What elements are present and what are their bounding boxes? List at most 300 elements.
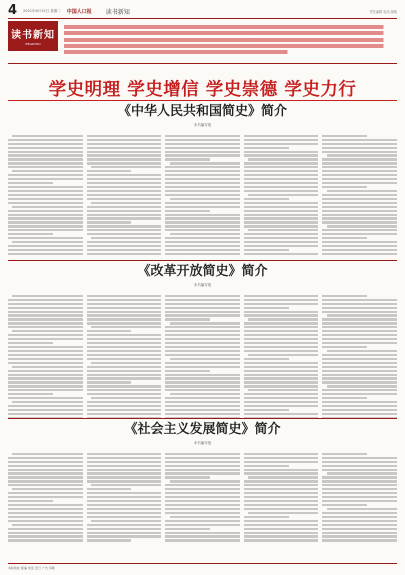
text-line xyxy=(165,210,210,212)
text-line xyxy=(322,170,397,172)
text-line xyxy=(322,512,397,514)
text-line xyxy=(8,178,83,180)
text-line xyxy=(87,299,162,301)
text-line xyxy=(322,338,397,340)
text-line xyxy=(165,508,240,510)
logo-title: 读书新知 xyxy=(11,30,55,41)
text-line xyxy=(87,532,162,534)
text-line xyxy=(244,225,319,227)
text-line xyxy=(322,322,397,324)
text-line xyxy=(322,221,397,223)
article-body xyxy=(8,133,397,257)
text-line xyxy=(8,484,83,486)
text-line xyxy=(322,206,397,208)
text-line xyxy=(87,465,162,467)
text-line xyxy=(87,253,162,255)
text-line xyxy=(244,500,319,502)
text-line xyxy=(87,350,162,352)
text-line xyxy=(8,253,83,255)
text-line xyxy=(322,520,397,522)
text-line xyxy=(8,535,83,537)
text-line xyxy=(322,162,397,164)
text-line xyxy=(8,139,83,141)
text-column xyxy=(244,451,319,543)
text-line xyxy=(244,186,319,188)
text-line xyxy=(244,330,319,332)
text-line xyxy=(244,307,289,309)
text-line xyxy=(8,342,53,344)
text-line xyxy=(8,385,83,387)
text-line xyxy=(248,194,318,196)
text-line xyxy=(248,158,318,160)
text-line xyxy=(91,202,161,204)
text-line xyxy=(327,350,397,352)
text-line xyxy=(8,496,83,498)
text-line xyxy=(87,182,162,184)
text-line xyxy=(8,166,83,168)
text-line xyxy=(87,453,162,455)
text-line xyxy=(87,295,162,297)
text-line xyxy=(165,469,240,471)
text-line xyxy=(8,374,83,376)
text-line xyxy=(165,202,240,204)
text-line xyxy=(87,178,162,180)
text-line xyxy=(244,237,319,239)
text-line xyxy=(8,520,83,522)
text-line xyxy=(87,139,162,141)
text-line xyxy=(12,524,82,526)
article-byline: 本书编写组 xyxy=(193,283,212,287)
text-line xyxy=(87,221,132,223)
text-line xyxy=(165,405,240,407)
text-line xyxy=(8,318,83,320)
text-line xyxy=(87,381,132,383)
text-line xyxy=(170,393,240,395)
text-line xyxy=(165,385,240,387)
text-line xyxy=(322,253,397,255)
text-line xyxy=(322,532,397,534)
text-line xyxy=(8,174,83,176)
text-line xyxy=(8,389,83,391)
text-line xyxy=(322,174,397,176)
text-column xyxy=(322,293,397,421)
text-line xyxy=(170,358,240,360)
text-line xyxy=(165,334,240,336)
section-header xyxy=(8,21,397,73)
text-line xyxy=(244,221,319,223)
text-line xyxy=(8,307,83,309)
text-line xyxy=(322,393,397,395)
text-line xyxy=(8,413,83,415)
text-line xyxy=(8,532,83,534)
text-line xyxy=(165,143,240,145)
text-line xyxy=(165,311,240,313)
page-number: 4 xyxy=(8,3,18,18)
text-line xyxy=(322,233,397,235)
text-line xyxy=(322,461,397,463)
text-line xyxy=(165,241,240,243)
text-line xyxy=(8,377,83,379)
text-line xyxy=(87,480,162,482)
text-line xyxy=(165,346,240,348)
text-line xyxy=(87,413,162,415)
text-line xyxy=(8,500,53,502)
text-line xyxy=(8,221,83,223)
text-line xyxy=(165,338,240,340)
text-line xyxy=(322,245,397,247)
text-line xyxy=(87,389,162,391)
text-line xyxy=(322,516,397,518)
text-line xyxy=(322,358,397,360)
text-line xyxy=(165,206,240,208)
text-line xyxy=(327,190,397,192)
text-line xyxy=(165,135,240,137)
text-line xyxy=(165,488,240,490)
text-line xyxy=(165,147,240,149)
text-column xyxy=(87,133,162,257)
text-line xyxy=(244,190,319,192)
text-line xyxy=(165,314,240,316)
text-line xyxy=(87,516,162,518)
text-line xyxy=(87,508,162,510)
text-line xyxy=(244,461,319,463)
text-line xyxy=(322,504,367,506)
text-line xyxy=(8,326,83,328)
text-line xyxy=(8,397,83,399)
text-line xyxy=(244,385,319,387)
text-line xyxy=(87,241,162,243)
text-line xyxy=(244,214,319,216)
text-line xyxy=(87,488,132,490)
text-line xyxy=(165,249,240,251)
header-rule xyxy=(8,63,397,64)
text-line xyxy=(8,492,83,494)
text-line xyxy=(165,389,240,391)
editor-notice xyxy=(64,23,397,59)
text-line xyxy=(322,217,397,219)
text-line xyxy=(165,476,210,478)
notice-text-line xyxy=(64,38,397,42)
text-line xyxy=(244,496,319,498)
text-line xyxy=(87,374,162,376)
logo-subtitle: READING xyxy=(25,42,41,46)
text-line xyxy=(8,143,83,145)
notice-text-line xyxy=(64,50,297,54)
text-line xyxy=(87,233,162,235)
text-line xyxy=(165,496,240,498)
text-line xyxy=(165,524,240,526)
text-line xyxy=(87,303,162,305)
text-line xyxy=(322,366,397,368)
text-line xyxy=(8,350,83,352)
text-line xyxy=(165,190,240,192)
text-line xyxy=(244,381,319,383)
text-line xyxy=(244,334,319,336)
text-line xyxy=(244,504,319,506)
text-line xyxy=(244,480,319,482)
text-line xyxy=(244,295,319,297)
text-line xyxy=(87,496,162,498)
text-line xyxy=(322,135,367,137)
text-line xyxy=(322,307,397,309)
text-line xyxy=(8,504,83,506)
text-line xyxy=(87,334,162,336)
notice-text-line xyxy=(64,25,397,29)
text-line xyxy=(165,366,240,368)
text-line xyxy=(8,334,83,336)
text-line xyxy=(322,229,397,231)
text-line xyxy=(244,457,319,459)
text-line xyxy=(165,299,240,301)
text-line xyxy=(8,158,83,160)
text-line xyxy=(87,500,162,502)
text-line xyxy=(248,229,318,231)
text-line xyxy=(244,520,319,522)
text-line xyxy=(322,397,367,399)
text-line xyxy=(322,370,397,372)
text-line xyxy=(244,338,319,340)
text-line xyxy=(165,186,240,188)
text-line xyxy=(8,229,83,231)
text-line xyxy=(91,166,161,168)
text-line xyxy=(165,342,240,344)
text-line xyxy=(327,508,397,510)
text-line xyxy=(248,512,318,514)
text-line xyxy=(322,178,397,180)
text-line xyxy=(8,311,83,313)
text-line xyxy=(244,311,319,313)
text-line xyxy=(244,147,289,149)
text-line xyxy=(248,389,318,391)
text-line xyxy=(8,370,83,372)
text-line xyxy=(87,457,162,459)
article-prc-history xyxy=(8,104,397,257)
text-line xyxy=(322,210,397,212)
text-line xyxy=(322,457,397,459)
text-line xyxy=(12,401,82,403)
text-line xyxy=(165,326,240,328)
text-line xyxy=(170,516,240,518)
text-line xyxy=(87,311,162,313)
text-line xyxy=(87,409,162,411)
text-line xyxy=(170,233,240,235)
text-line xyxy=(244,362,319,364)
text-line xyxy=(8,249,83,251)
text-line xyxy=(12,206,82,208)
text-line xyxy=(244,413,319,415)
article-body xyxy=(8,451,397,543)
text-line xyxy=(87,358,162,360)
text-line xyxy=(87,330,132,332)
notice-text-line xyxy=(64,31,397,35)
editor-contact: 责任编辑 电话 邮箱 xyxy=(369,9,397,14)
text-line xyxy=(322,139,397,141)
text-line xyxy=(322,346,367,348)
text-line xyxy=(244,210,319,212)
text-line xyxy=(87,158,162,160)
text-line xyxy=(165,453,240,455)
text-line xyxy=(322,143,397,145)
text-line xyxy=(244,314,319,316)
text-line xyxy=(244,532,319,534)
text-line xyxy=(322,326,397,328)
text-line xyxy=(165,221,240,223)
text-line xyxy=(165,362,240,364)
text-line xyxy=(165,484,240,486)
text-line xyxy=(8,516,83,518)
text-line xyxy=(8,405,83,407)
text-line xyxy=(91,397,161,399)
text-line xyxy=(8,469,83,471)
text-line xyxy=(165,295,240,297)
text-line xyxy=(322,354,397,356)
article-divider xyxy=(8,260,397,261)
text-line xyxy=(327,225,397,227)
text-line xyxy=(244,393,319,395)
text-line xyxy=(165,377,240,379)
text-line xyxy=(248,354,318,356)
text-line xyxy=(87,210,162,212)
text-line xyxy=(87,217,162,219)
text-line xyxy=(8,362,83,364)
text-line xyxy=(165,528,210,530)
text-line xyxy=(244,358,289,360)
text-line xyxy=(87,147,162,149)
text-line xyxy=(322,198,397,200)
text-line xyxy=(244,178,319,180)
text-line xyxy=(244,198,289,200)
text-line xyxy=(244,401,319,403)
text-line xyxy=(12,453,82,455)
article-title: 《社会主义发展简史》简介 xyxy=(124,422,281,437)
text-line xyxy=(322,480,397,482)
text-line xyxy=(87,154,162,156)
text-line xyxy=(244,508,319,510)
text-line xyxy=(87,492,162,494)
text-line xyxy=(8,354,83,356)
text-line xyxy=(322,453,367,455)
text-line xyxy=(165,225,240,227)
text-line xyxy=(8,162,83,164)
text-line xyxy=(322,362,397,364)
text-line xyxy=(12,295,82,297)
text-line xyxy=(322,295,367,297)
footer-text: 本版地址 邮编 电话 发行 广告 印刷 xyxy=(8,566,55,570)
text-line xyxy=(244,322,319,324)
text-line xyxy=(87,342,162,344)
text-line xyxy=(87,524,162,526)
text-line xyxy=(244,350,319,352)
text-line xyxy=(165,178,240,180)
text-line xyxy=(322,330,397,332)
text-line xyxy=(8,182,53,184)
text-line xyxy=(165,237,240,239)
text-line xyxy=(8,151,83,153)
text-line xyxy=(12,241,82,243)
text-line xyxy=(12,170,82,172)
text-line xyxy=(8,338,83,340)
text-line xyxy=(322,158,397,160)
text-line xyxy=(87,354,162,356)
text-line xyxy=(87,151,162,153)
text-line xyxy=(322,182,397,184)
text-line xyxy=(87,469,162,471)
text-line xyxy=(244,139,319,141)
text-line xyxy=(87,366,162,368)
text-line xyxy=(87,385,162,387)
headline-slogan: 学史明理 学史增信 学史崇德 学史力行 xyxy=(48,80,357,100)
text-line xyxy=(8,147,83,149)
text-line xyxy=(244,453,319,455)
text-line xyxy=(322,492,397,494)
text-line xyxy=(165,401,240,403)
text-line xyxy=(87,472,162,474)
text-line xyxy=(165,245,240,247)
text-line xyxy=(322,413,397,415)
text-line xyxy=(322,469,397,471)
text-line xyxy=(87,307,162,309)
text-line xyxy=(165,504,240,506)
text-line xyxy=(327,314,397,316)
text-line xyxy=(165,174,240,176)
text-line xyxy=(165,492,240,494)
text-line xyxy=(91,484,161,486)
text-line xyxy=(244,202,319,204)
text-line xyxy=(322,202,397,204)
text-line xyxy=(244,135,319,137)
text-line xyxy=(322,401,397,403)
text-line xyxy=(244,539,319,541)
text-line xyxy=(244,206,319,208)
text-line xyxy=(87,229,162,231)
text-line xyxy=(165,139,240,141)
text-line xyxy=(244,488,319,490)
text-line xyxy=(165,350,240,352)
text-line xyxy=(8,314,83,316)
text-line xyxy=(165,214,240,216)
text-line xyxy=(165,170,240,172)
text-line xyxy=(12,135,82,137)
text-column xyxy=(87,293,162,421)
text-line xyxy=(87,194,162,196)
article-byline: 本书编写组 xyxy=(193,441,212,445)
text-line xyxy=(322,166,397,168)
text-line xyxy=(165,409,240,411)
text-line xyxy=(322,381,397,383)
text-line xyxy=(322,249,397,251)
text-line xyxy=(87,314,162,316)
text-line xyxy=(87,504,162,506)
text-line xyxy=(165,535,240,537)
text-line xyxy=(87,539,132,541)
text-line xyxy=(8,461,83,463)
text-line xyxy=(87,338,162,340)
issue-date: 2021年6月15日 星期二 xyxy=(23,8,61,13)
text-line xyxy=(87,249,162,251)
text-line xyxy=(8,154,83,156)
text-line xyxy=(165,217,240,219)
text-line xyxy=(244,472,319,474)
text-line xyxy=(8,465,83,467)
text-line xyxy=(165,397,240,399)
text-line xyxy=(165,151,240,153)
text-line xyxy=(322,303,397,305)
text-line xyxy=(244,253,319,255)
text-line xyxy=(165,330,240,332)
text-line xyxy=(244,524,319,526)
text-line xyxy=(165,154,240,156)
text-line xyxy=(87,143,162,145)
